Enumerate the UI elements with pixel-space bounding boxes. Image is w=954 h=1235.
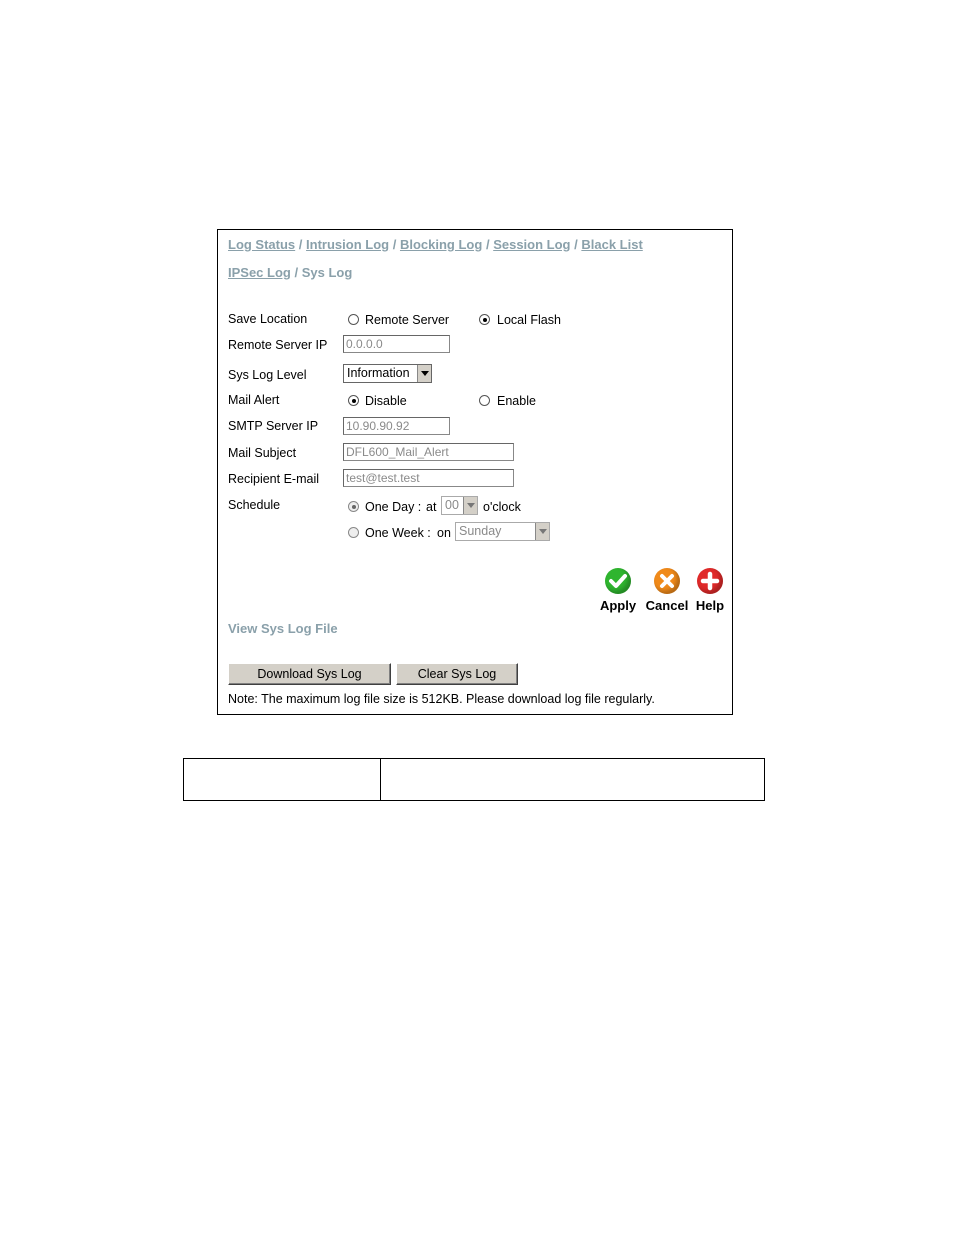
- radio-remote-server[interactable]: [348, 314, 359, 325]
- tab-sys-log-current: Sys Log: [301, 265, 353, 280]
- cancel-button[interactable]: [644, 568, 690, 613]
- schedule-label: Schedule: [228, 498, 281, 512]
- remote-server-ip-label: Remote Server IP: [228, 338, 328, 352]
- radio-one-day[interactable]: [348, 501, 359, 512]
- tab-ipsec-log[interactable]: IPSec Log: [228, 265, 291, 280]
- remote-server-option-label: Remote Server: [365, 313, 450, 327]
- local-flash-option-label: Local Flash: [497, 313, 561, 327]
- radio-one-week[interactable]: [348, 527, 359, 538]
- tab-intrusion-log[interactable]: Intrusion Log: [306, 237, 390, 252]
- clear-sys-log-button[interactable]: Clear Sys Log: [396, 663, 518, 685]
- checkmark-icon: [605, 568, 631, 594]
- tab-black-list[interactable]: Black List: [581, 237, 643, 252]
- schedule-day-select[interactable]: [455, 522, 550, 541]
- cancel-label: Cancel: [645, 598, 689, 613]
- tab-blocking-log[interactable]: Blocking Log: [399, 237, 483, 252]
- mail-subject-label: Mail Subject: [228, 446, 297, 460]
- enable-option-label: Enable: [497, 394, 536, 408]
- cancel-x-icon: [654, 568, 680, 594]
- save-location-label: Save Location: [228, 312, 308, 326]
- one-day-label: One Day :: [365, 500, 422, 514]
- nav-separator: /: [294, 265, 299, 280]
- nav-separator: /: [574, 237, 578, 252]
- sys-log-level-label: Sys Log Level: [228, 368, 307, 382]
- schedule-day-value: Sunday: [459, 524, 502, 538]
- log-nav-row-2: [228, 265, 352, 280]
- tab-session-log[interactable]: Session Log: [493, 237, 571, 252]
- view-sys-log-file-link[interactable]: View Sys Log File: [228, 621, 338, 636]
- smtp-server-ip-label: SMTP Server IP: [228, 419, 319, 433]
- recipient-email-label: Recipient E-mail: [228, 472, 320, 486]
- dropdown-arrow-icon: [463, 497, 477, 514]
- one-week-label: One Week :: [365, 526, 431, 540]
- at-label: at: [426, 500, 437, 514]
- dropdown-arrow-icon: [417, 365, 431, 382]
- smtp-server-ip-input[interactable]: 10.90.90.92: [343, 417, 450, 435]
- log-size-note: Note: The maximum log file size is 512KB. Please download log file regularly.: [228, 692, 655, 706]
- plus-help-icon: [697, 568, 723, 594]
- tab-log-status[interactable]: Log Status: [228, 237, 296, 252]
- radio-local-flash[interactable]: [479, 314, 490, 325]
- on-label: on: [437, 526, 451, 540]
- disable-option-label: Disable: [365, 394, 407, 408]
- oclock-label: o'clock: [483, 500, 521, 514]
- download-sys-log-button[interactable]: Download Sys Log: [228, 663, 391, 685]
- description-table: [183, 758, 765, 801]
- nav-separator: /: [392, 237, 397, 252]
- sys-log-level-value: Information: [347, 366, 410, 380]
- apply-button[interactable]: [598, 568, 638, 613]
- nav-separator: /: [485, 237, 490, 252]
- sys-log-level-select[interactable]: [343, 364, 432, 383]
- table-column-divider: [380, 759, 381, 800]
- remote-server-ip-input[interactable]: 0.0.0.0: [343, 335, 450, 353]
- recipient-email-input[interactable]: test@test.test: [343, 469, 514, 487]
- dropdown-arrow-icon: [535, 523, 549, 540]
- schedule-hour-value: 00: [445, 498, 459, 512]
- mail-subject-input[interactable]: DFL600_Mail_Alert: [343, 443, 514, 461]
- radio-mail-enable[interactable]: [479, 395, 490, 406]
- help-label: Help: [695, 598, 725, 613]
- sys-log-panel: [217, 229, 733, 715]
- schedule-hour-select[interactable]: [441, 496, 478, 515]
- help-button[interactable]: [692, 568, 728, 613]
- radio-mail-disable[interactable]: [348, 395, 359, 406]
- apply-label: Apply: [599, 598, 637, 613]
- nav-separator: /: [298, 237, 303, 252]
- mail-alert-label: Mail Alert: [228, 393, 280, 407]
- log-nav-row-1: [228, 237, 643, 252]
